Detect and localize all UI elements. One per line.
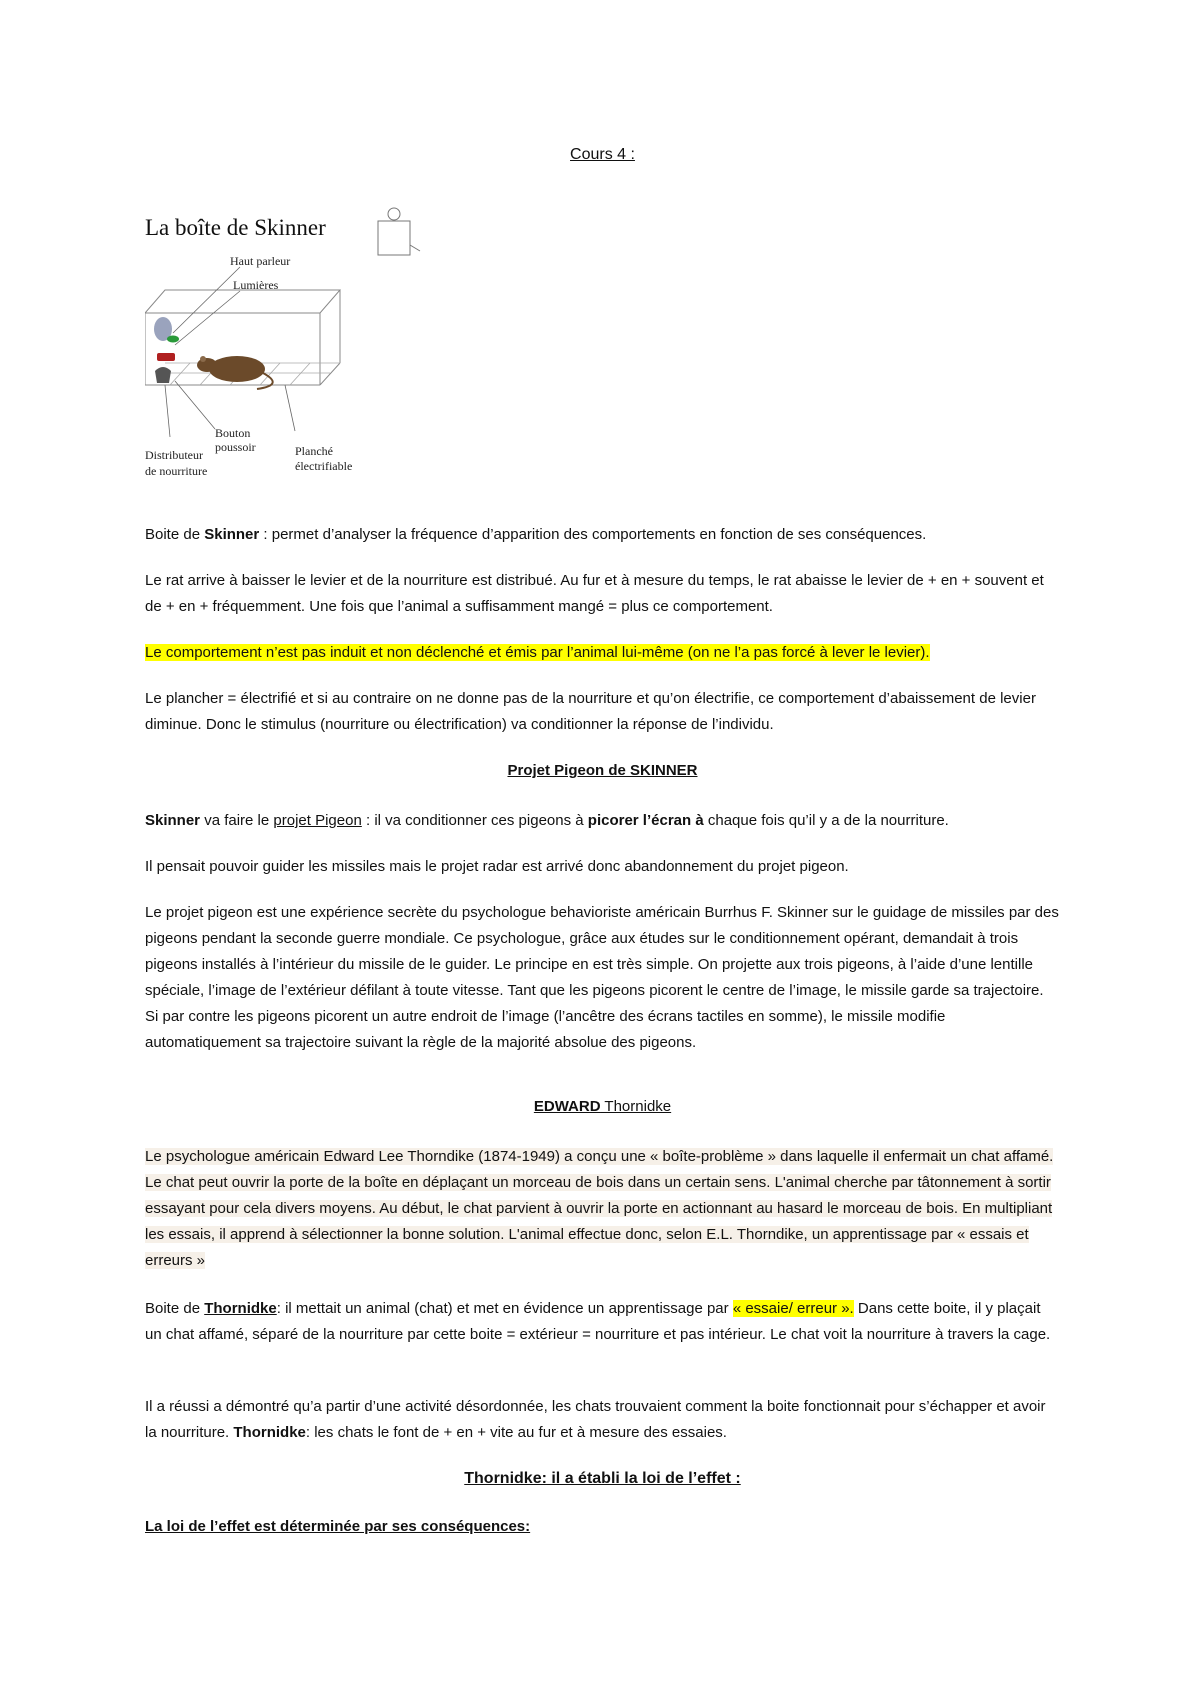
light-icon: [167, 336, 179, 343]
skinner-box-figure: [145, 205, 465, 495]
paragraph-cats: Il a réussi a démontré qu’a partir d’une activité désordonnée, les chats trouvaient comment la boite fonctionnait pour s’échapper et avoir la nourriture. Thornidke: les chats le font de + en + vite au fur et à mesure des essaies.: [145, 1398, 1046, 1441]
pointer-lines: [165, 267, 295, 437]
paragraph-floor: Le plancher = électrifié et si au contraire on ne donne pas de la nourriture et qu’on électrifie, ce comportement d’abaissement de levier diminue. Donc le stimulus (nourriture ou électrification) va conditionner la réponse de l’individu.: [145, 690, 1036, 733]
paragraph-skinner-box: Boite de Skinner : permet d’analyser la fréquence d’apparition des comportements en fonction de ses conséquences.: [145, 526, 927, 543]
heading-law-of-effect: Thornidke: il a établi la loi de l’effet :: [464, 1470, 741, 1487]
heading-edward-thornidke: EDWARD Thornidke: [533, 1098, 672, 1115]
mascot-icon: [378, 208, 420, 255]
label-dispenser-1: Distributeur: [145, 448, 203, 462]
paragraph-highlight: Le comportement n’est pas induit et non déclenché et émis par l’animal lui-même (on ne l’a pas forcé à lever le levier).: [145, 644, 930, 661]
figure-title: La boîte de Skinner: [145, 215, 326, 240]
food-dispenser-icon: [155, 367, 171, 383]
push-button-icon: [157, 353, 175, 361]
paragraph-pigeon-intro: Skinner va faire le projet Pigeon : il va conditionner ces pigeons à picorer l’écran à chaque fois qu’il y a de la nourriture.: [145, 812, 949, 829]
label-floor-2: électrifiable: [295, 459, 353, 473]
page-title: Cours 4 :: [570, 146, 635, 163]
subheading-law-of-effect: La loi de l’effet est déterminée par ses conséquences:: [145, 1518, 531, 1535]
label-button-1: Bouton: [215, 426, 251, 440]
label-speaker: Haut parleur: [230, 254, 291, 268]
paragraph-thornidke-box: Boite de Thornidke: il mettait un animal (chat) et met en évidence un apprentissage par « essaie/ erreur ». Dans cette boite, il y plaçait un chat affamé, séparé de la nourriture par cette boite = extérieur = nourriture et pas intérieur. Le chat voit la nourriture à travers la cage.: [145, 1300, 1051, 1343]
paragraph-rat: Le rat arrive à baisser le levier et de la nourriture est distribué. Au fur et à mesure du temps, le rat abaisse le levier de + en + souvent et de + en + fréquemment. Une fois que l’animal a suffisamment mangé = plus ce comportement.: [145, 572, 1044, 615]
label-dispenser-2: de nourriture: [145, 464, 208, 478]
label-button-2: poussoir: [215, 440, 256, 454]
paragraph-missiles: Il pensait pouvoir guider les missiles mais le projet radar est arrivé donc abandonnement du projet pigeon.: [145, 858, 849, 875]
label-floor-1: Planché: [295, 444, 333, 458]
label-lights: Lumières: [233, 278, 279, 292]
heading-pigeon-project: Projet Pigeon de SKINNER: [507, 762, 698, 779]
skinner-box-illustration: [145, 205, 465, 495]
paragraph-thorndike-box: Le psychologue américain Edward Lee Thorndike (1874-1949) a conçu une « boîte-problème » dans laquelle il enfermait un chat affamé. Le chat peut ouvrir la porte de la boîte en déplaçant un morceau de bois dans un certain sens. L'animal cherche par tâtonnement à sortir essayant pour cela divers moyens. Au début, le chat parvient à ouvrir la porte en actionnant au hasard le morceau de bois. En multipliant les essais, il apprend à sélectionner la bonne solution. L'animal effectue donc, selon E.L. Thorndike, un apprentissage par « essais et erreurs »: [145, 1148, 1054, 1269]
paragraph-pigeon-details: Le projet pigeon est une expérience secrète du psychologue behavioriste américain Burrhus F. Skinner sur le guidage de missiles par des pigeons pendant la seconde guerre mondiale. Ce psychologue, grâce aux études sur le conditionnement opérant, demandait à trois pigeons installés à l’intérieur du missile de le guider. Le principe en est très simple. On projette aux trois pigeons, à l’aide d’une lentille spéciale, l’image de l’extérieur défilant à toute vitesse. Tant que les pigeons picorent le centre de l’image, le missile garde sa trajectoire. Si par contre les pigeons picorent un autre endroit de l’image (l’ancêtre des écrans tactiles en somme), le missile modifie automatiquement sa trajectoire suivant la règle de la majorité absolue des pigeons.: [145, 904, 1059, 1051]
